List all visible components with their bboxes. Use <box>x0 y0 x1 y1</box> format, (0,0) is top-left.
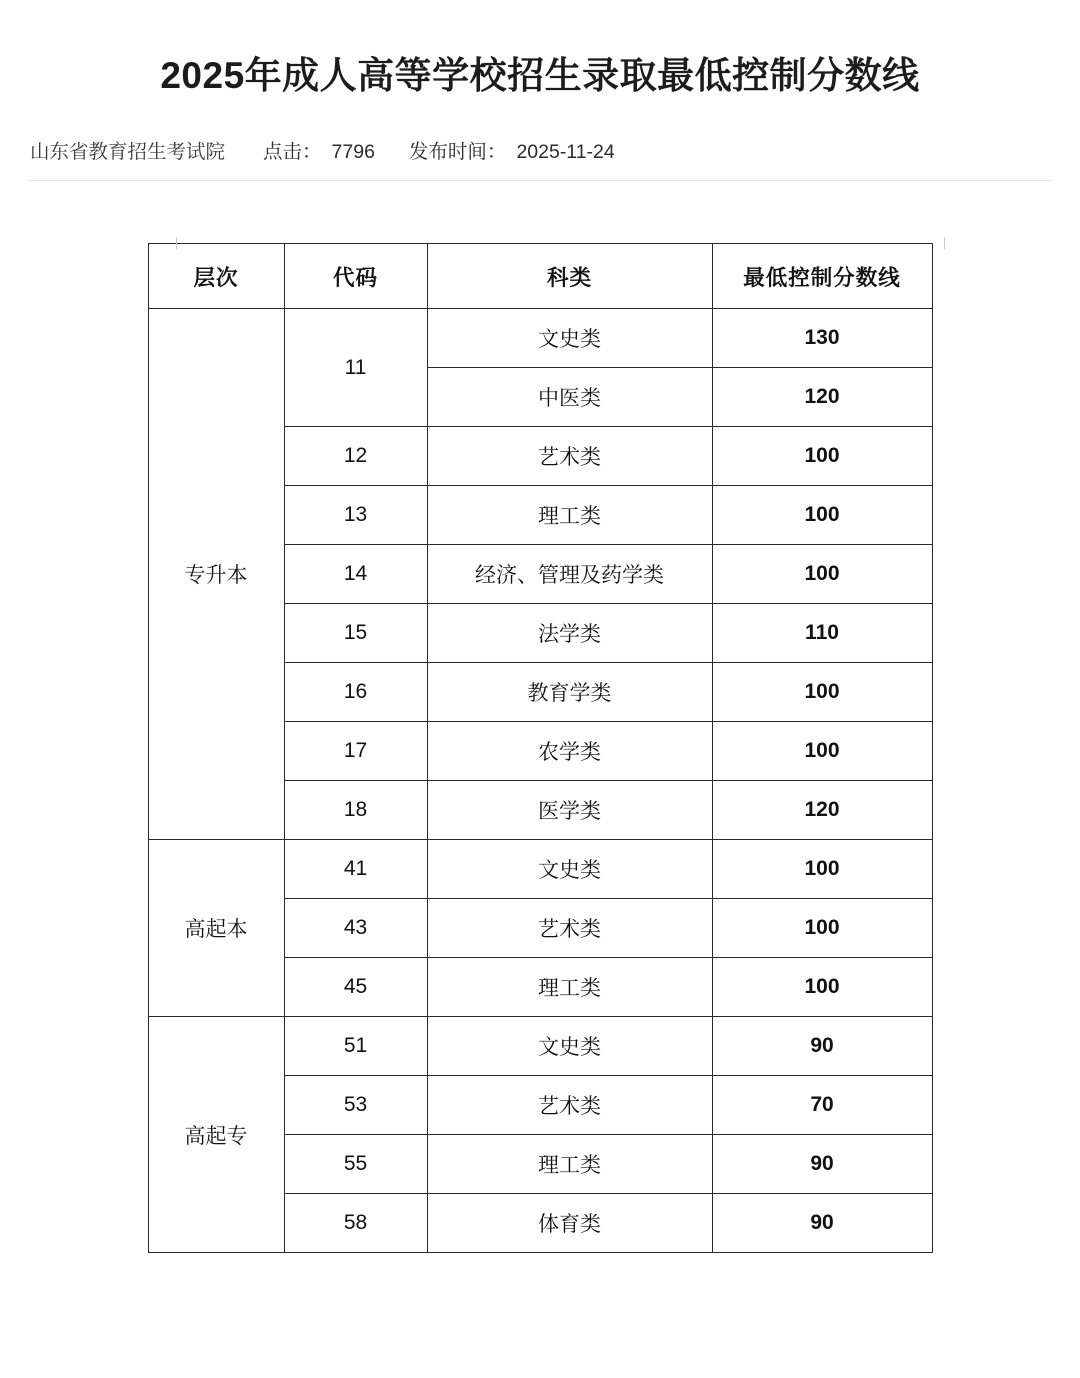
score-table <box>148 243 933 1253</box>
cell-score: 90 <box>712 1194 932 1253</box>
cell-code: 18 <box>284 781 427 840</box>
cell-score: 100 <box>712 722 932 781</box>
table-row <box>148 1017 932 1076</box>
cell-code: 58 <box>284 1194 427 1253</box>
cell-score: 90 <box>712 1135 932 1194</box>
document-meta <box>28 136 1052 164</box>
cell-category: 文史类 <box>427 309 712 368</box>
meta-views-value: 7796 <box>331 141 375 164</box>
cell-code: 55 <box>284 1135 427 1194</box>
cell-category: 文史类 <box>427 1017 712 1076</box>
cell-score: 90 <box>712 1017 932 1076</box>
header-category: 科类 <box>427 244 712 309</box>
cell-category: 文史类 <box>427 840 712 899</box>
table-head <box>148 244 932 309</box>
meta-views-label: 点击： <box>263 141 322 164</box>
cell-code: 53 <box>284 1076 427 1135</box>
cell-level: 专升本 <box>148 309 284 840</box>
meta-divider <box>28 180 1052 181</box>
cell-category: 医学类 <box>427 781 712 840</box>
cell-category: 理工类 <box>427 958 712 1017</box>
cell-category: 法学类 <box>427 604 712 663</box>
cell-code: 12 <box>284 427 427 486</box>
cell-category: 艺术类 <box>427 1076 712 1135</box>
cell-category: 农学类 <box>427 722 712 781</box>
cell-score: 100 <box>712 427 932 486</box>
page-title: 2025年成人高等学校招生录取最低控制分数线 <box>160 55 920 96</box>
cell-code: 51 <box>284 1017 427 1076</box>
cell-score: 100 <box>712 663 932 722</box>
cell-score: 130 <box>712 309 932 368</box>
cell-score: 100 <box>712 899 932 958</box>
cell-score: 110 <box>712 604 932 663</box>
header-level: 层次 <box>148 244 284 309</box>
cell-category: 中医类 <box>427 368 712 427</box>
cell-category: 艺术类 <box>427 427 712 486</box>
table-row <box>148 840 932 899</box>
cell-code: 43 <box>284 899 427 958</box>
table-row <box>148 309 932 368</box>
meta-publish-value: 2025-11-24 <box>516 141 615 164</box>
cell-score: 120 <box>712 781 932 840</box>
cell-code: 11 <box>284 309 427 427</box>
header-code: 代码 <box>284 244 427 309</box>
cell-category: 理工类 <box>427 1135 712 1194</box>
cell-score: 100 <box>712 840 932 899</box>
table-header-row <box>148 244 932 309</box>
cell-category: 体育类 <box>427 1194 712 1253</box>
table-tick-right <box>944 237 945 249</box>
cell-code: 16 <box>284 663 427 722</box>
cell-score: 100 <box>712 545 932 604</box>
cell-category: 教育学类 <box>427 663 712 722</box>
meta-publish-label: 发布时间： <box>408 141 507 164</box>
cell-score: 100 <box>712 486 932 545</box>
cell-code: 15 <box>284 604 427 663</box>
table-body <box>148 309 932 1253</box>
cell-category: 经济、管理及药学类 <box>427 545 712 604</box>
document-page <box>0 52 1080 1253</box>
cell-score: 70 <box>712 1076 932 1135</box>
meta-source: 山东省教育招生考试院 <box>30 141 226 164</box>
cell-code: 14 <box>284 545 427 604</box>
cell-category: 艺术类 <box>427 899 712 958</box>
cell-category: 理工类 <box>427 486 712 545</box>
cell-code: 41 <box>284 840 427 899</box>
cell-score: 100 <box>712 958 932 1017</box>
score-table-wrapper <box>28 243 1052 1253</box>
header-score: 最低控制分数线 <box>712 244 932 309</box>
cell-code: 13 <box>284 486 427 545</box>
cell-level: 高起专 <box>148 1017 284 1253</box>
table-tick-left <box>176 237 177 249</box>
cell-score: 120 <box>712 368 932 427</box>
cell-level: 高起本 <box>148 840 284 1017</box>
cell-code: 17 <box>284 722 427 781</box>
cell-code: 45 <box>284 958 427 1017</box>
